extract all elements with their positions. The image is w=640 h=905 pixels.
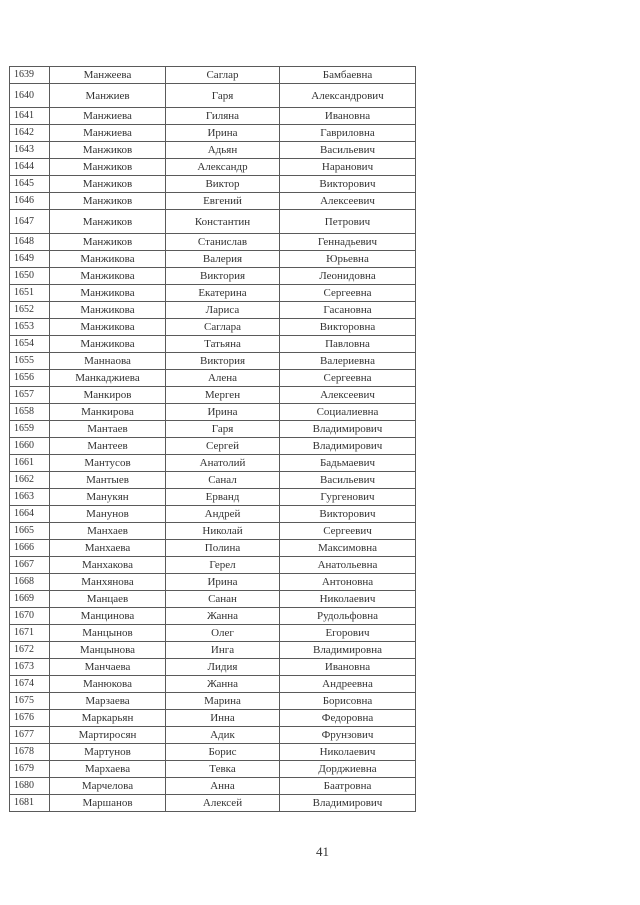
row-number-cell: 1646 xyxy=(10,193,50,210)
first-name-cell: Виктория xyxy=(166,268,280,285)
first-name-cell: Гаря xyxy=(166,84,280,108)
table-row xyxy=(10,659,416,676)
patronymic-cell: Владимирович xyxy=(280,795,416,812)
last-name-cell: Манжеева xyxy=(50,67,166,84)
patronymic-cell: Васильевич xyxy=(280,472,416,489)
row-number-cell: 1665 xyxy=(10,523,50,540)
patronymic-cell: Сергеевна xyxy=(280,370,416,387)
first-name-cell: Виктория xyxy=(166,353,280,370)
table-row xyxy=(10,176,416,193)
row-number-cell: 1640 xyxy=(10,84,50,108)
row-number-cell: 1664 xyxy=(10,506,50,523)
first-name-cell: Анатолий xyxy=(166,455,280,472)
patronymic-cell: Алексеевич xyxy=(280,193,416,210)
patronymic-cell: Федоровна xyxy=(280,710,416,727)
table-row xyxy=(10,795,416,812)
last-name-cell: Мантеев xyxy=(50,438,166,455)
first-name-cell: Ирина xyxy=(166,404,280,421)
patronymic-cell: Викторович xyxy=(280,176,416,193)
table-row xyxy=(10,193,416,210)
last-name-cell: Манкиров xyxy=(50,387,166,404)
table-row xyxy=(10,727,416,744)
patronymic-cell: Рудольфовна xyxy=(280,608,416,625)
last-name-cell: Мартунов xyxy=(50,744,166,761)
last-name-cell: Мантусов xyxy=(50,455,166,472)
first-name-cell: Ирина xyxy=(166,574,280,591)
first-name-cell: Станислав xyxy=(166,234,280,251)
patronymic-cell: Гургенович xyxy=(280,489,416,506)
row-number-cell: 1668 xyxy=(10,574,50,591)
row-number-cell: 1681 xyxy=(10,795,50,812)
patronymic-cell: Егорович xyxy=(280,625,416,642)
patronymic-cell: Викторович xyxy=(280,506,416,523)
row-number-cell: 1659 xyxy=(10,421,50,438)
last-name-cell: Манхянова xyxy=(50,574,166,591)
patronymic-cell: Валериевна xyxy=(280,353,416,370)
first-name-cell: Саглара xyxy=(166,319,280,336)
last-name-cell: Манцаев xyxy=(50,591,166,608)
last-name-cell: Мартиросян xyxy=(50,727,166,744)
first-name-cell: Алена xyxy=(166,370,280,387)
last-name-cell: Марзаева xyxy=(50,693,166,710)
last-name-cell: Манкаджиева xyxy=(50,370,166,387)
first-name-cell: Саглар xyxy=(166,67,280,84)
table-row xyxy=(10,744,416,761)
first-name-cell: Жанна xyxy=(166,676,280,693)
first-name-cell: Жанна xyxy=(166,608,280,625)
row-number-cell: 1673 xyxy=(10,659,50,676)
table-row xyxy=(10,404,416,421)
first-name-cell: Ирина xyxy=(166,125,280,142)
first-name-cell: Алексей xyxy=(166,795,280,812)
first-name-cell: Инна xyxy=(166,710,280,727)
row-number-cell: 1652 xyxy=(10,302,50,319)
row-number-cell: 1669 xyxy=(10,591,50,608)
patronymic-cell: Николаевич xyxy=(280,744,416,761)
roster-table xyxy=(9,66,416,812)
last-name-cell: Манжикова xyxy=(50,251,166,268)
first-name-cell: Сергей xyxy=(166,438,280,455)
first-name-cell: Татьяна xyxy=(166,336,280,353)
row-number-cell: 1671 xyxy=(10,625,50,642)
patronymic-cell: Юрьевна xyxy=(280,251,416,268)
table-row xyxy=(10,319,416,336)
patronymic-cell: Владимирович xyxy=(280,438,416,455)
last-name-cell: Манжикова xyxy=(50,336,166,353)
patronymic-cell: Дорджиевна xyxy=(280,761,416,778)
last-name-cell: Манхаев xyxy=(50,523,166,540)
table-row xyxy=(10,574,416,591)
first-name-cell: Лидия xyxy=(166,659,280,676)
row-number-cell: 1645 xyxy=(10,176,50,193)
first-name-cell: Евгений xyxy=(166,193,280,210)
row-number-cell: 1643 xyxy=(10,142,50,159)
first-name-cell: Мерген xyxy=(166,387,280,404)
last-name-cell: Манжиков xyxy=(50,210,166,234)
row-number-cell: 1661 xyxy=(10,455,50,472)
row-number-cell: 1677 xyxy=(10,727,50,744)
last-name-cell: Манцынов xyxy=(50,625,166,642)
last-name-cell: Манжиков xyxy=(50,142,166,159)
patronymic-cell: Васильевич xyxy=(280,142,416,159)
row-number-cell: 1642 xyxy=(10,125,50,142)
patronymic-cell: Сергеевич xyxy=(280,523,416,540)
row-number-cell: 1650 xyxy=(10,268,50,285)
last-name-cell: Манжиева xyxy=(50,108,166,125)
table-row xyxy=(10,125,416,142)
table-row xyxy=(10,523,416,540)
table-row xyxy=(10,710,416,727)
first-name-cell: Константин xyxy=(166,210,280,234)
patronymic-cell: Бадьмаевич xyxy=(280,455,416,472)
last-name-cell: Манжикова xyxy=(50,302,166,319)
patronymic-cell: Николаевич xyxy=(280,591,416,608)
patronymic-cell: Леонидовна xyxy=(280,268,416,285)
patronymic-cell: Ивановна xyxy=(280,659,416,676)
patronymic-cell: Социалиевна xyxy=(280,404,416,421)
table-row xyxy=(10,353,416,370)
last-name-cell: Мархаева xyxy=(50,761,166,778)
row-number-cell: 1680 xyxy=(10,778,50,795)
roster-body xyxy=(10,67,416,812)
table-row xyxy=(10,251,416,268)
patronymic-cell: Ивановна xyxy=(280,108,416,125)
row-number-cell: 1658 xyxy=(10,404,50,421)
table-row xyxy=(10,608,416,625)
patronymic-cell: Петрович xyxy=(280,210,416,234)
last-name-cell: Манжиева xyxy=(50,125,166,142)
first-name-cell: Ерванд xyxy=(166,489,280,506)
last-name-cell: Манжикова xyxy=(50,285,166,302)
last-name-cell: Манчаева xyxy=(50,659,166,676)
row-number-cell: 1648 xyxy=(10,234,50,251)
first-name-cell: Олег xyxy=(166,625,280,642)
patronymic-cell: Наранович xyxy=(280,159,416,176)
table-row xyxy=(10,693,416,710)
table-row xyxy=(10,387,416,404)
first-name-cell: Герел xyxy=(166,557,280,574)
first-name-cell: Александр xyxy=(166,159,280,176)
first-name-cell: Гиляна xyxy=(166,108,280,125)
row-number-cell: 1651 xyxy=(10,285,50,302)
table-row xyxy=(10,642,416,659)
first-name-cell: Инга xyxy=(166,642,280,659)
first-name-cell: Борис xyxy=(166,744,280,761)
row-number-cell: 1660 xyxy=(10,438,50,455)
patronymic-cell: Бамбаевна xyxy=(280,67,416,84)
row-number-cell: 1655 xyxy=(10,353,50,370)
table-row xyxy=(10,421,416,438)
table-row xyxy=(10,506,416,523)
row-number-cell: 1641 xyxy=(10,108,50,125)
table-row xyxy=(10,108,416,125)
first-name-cell: Адьян xyxy=(166,142,280,159)
row-number-cell: 1667 xyxy=(10,557,50,574)
patronymic-cell: Гасановна xyxy=(280,302,416,319)
patronymic-cell: Сергеевна xyxy=(280,285,416,302)
table-row xyxy=(10,472,416,489)
row-number-cell: 1676 xyxy=(10,710,50,727)
first-name-cell: Екатерина xyxy=(166,285,280,302)
first-name-cell: Санал xyxy=(166,472,280,489)
patronymic-cell: Геннадьевич xyxy=(280,234,416,251)
row-number-cell: 1679 xyxy=(10,761,50,778)
last-name-cell: Маршанов xyxy=(50,795,166,812)
first-name-cell: Тевка xyxy=(166,761,280,778)
row-number-cell: 1674 xyxy=(10,676,50,693)
last-name-cell: Манукян xyxy=(50,489,166,506)
row-number-cell: 1644 xyxy=(10,159,50,176)
last-name-cell: Мантыев xyxy=(50,472,166,489)
last-name-cell: Манжикова xyxy=(50,268,166,285)
patronymic-cell: Алексеевич xyxy=(280,387,416,404)
first-name-cell: Санан xyxy=(166,591,280,608)
table-row xyxy=(10,234,416,251)
first-name-cell: Анна xyxy=(166,778,280,795)
row-number-cell: 1666 xyxy=(10,540,50,557)
last-name-cell: Манунов xyxy=(50,506,166,523)
table-row xyxy=(10,268,416,285)
patronymic-cell: Борисовна xyxy=(280,693,416,710)
first-name-cell: Полина xyxy=(166,540,280,557)
last-name-cell: Маркарьян xyxy=(50,710,166,727)
table-row xyxy=(10,438,416,455)
table-row xyxy=(10,591,416,608)
first-name-cell: Валерия xyxy=(166,251,280,268)
first-name-cell: Гаря xyxy=(166,421,280,438)
last-name-cell: Маннаова xyxy=(50,353,166,370)
row-number-cell: 1678 xyxy=(10,744,50,761)
row-number-cell: 1639 xyxy=(10,67,50,84)
row-number-cell: 1663 xyxy=(10,489,50,506)
page-number: 41 xyxy=(316,844,329,859)
table-row xyxy=(10,625,416,642)
last-name-cell: Манкирова xyxy=(50,404,166,421)
patronymic-cell: Анатольевна xyxy=(280,557,416,574)
first-name-cell: Виктор xyxy=(166,176,280,193)
table-row xyxy=(10,676,416,693)
table-row xyxy=(10,778,416,795)
row-number-cell: 1647 xyxy=(10,210,50,234)
table-row xyxy=(10,336,416,353)
patronymic-cell: Максимовна xyxy=(280,540,416,557)
row-number-cell: 1675 xyxy=(10,693,50,710)
table-row xyxy=(10,540,416,557)
first-name-cell: Лариса xyxy=(166,302,280,319)
last-name-cell: Манхаева xyxy=(50,540,166,557)
last-name-cell: Манцинова xyxy=(50,608,166,625)
patronymic-cell: Фрунзович xyxy=(280,727,416,744)
table-row xyxy=(10,302,416,319)
table-row xyxy=(10,67,416,84)
first-name-cell: Андрей xyxy=(166,506,280,523)
last-name-cell: Манюкова xyxy=(50,676,166,693)
table-row xyxy=(10,557,416,574)
first-name-cell: Николай xyxy=(166,523,280,540)
first-name-cell: Адик xyxy=(166,727,280,744)
row-number-cell: 1662 xyxy=(10,472,50,489)
last-name-cell: Манжиков xyxy=(50,193,166,210)
last-name-cell: Марчелова xyxy=(50,778,166,795)
last-name-cell: Мантаев xyxy=(50,421,166,438)
row-number-cell: 1656 xyxy=(10,370,50,387)
patronymic-cell: Владимирович xyxy=(280,421,416,438)
first-name-cell: Марина xyxy=(166,693,280,710)
patronymic-cell: Баатровна xyxy=(280,778,416,795)
row-number-cell: 1654 xyxy=(10,336,50,353)
last-name-cell: Манжиев xyxy=(50,84,166,108)
table-row xyxy=(10,455,416,472)
table-row xyxy=(10,761,416,778)
last-name-cell: Манжиков xyxy=(50,176,166,193)
patronymic-cell: Павловна xyxy=(280,336,416,353)
table-row xyxy=(10,285,416,302)
table-row xyxy=(10,489,416,506)
row-number-cell: 1657 xyxy=(10,387,50,404)
patronymic-cell: Владимировна xyxy=(280,642,416,659)
last-name-cell: Манхакова xyxy=(50,557,166,574)
patronymic-cell: Гавриловна xyxy=(280,125,416,142)
patronymic-cell: Андреевна xyxy=(280,676,416,693)
table-row xyxy=(10,84,416,108)
last-name-cell: Манжиков xyxy=(50,159,166,176)
row-number-cell: 1649 xyxy=(10,251,50,268)
row-number-cell: 1672 xyxy=(10,642,50,659)
last-name-cell: Манцынова xyxy=(50,642,166,659)
last-name-cell: Манжикова xyxy=(50,319,166,336)
last-name-cell: Манжиков xyxy=(50,234,166,251)
table-row xyxy=(10,370,416,387)
patronymic-cell: Антоновна xyxy=(280,574,416,591)
row-number-cell: 1670 xyxy=(10,608,50,625)
row-number-cell: 1653 xyxy=(10,319,50,336)
table-row xyxy=(10,159,416,176)
table-row xyxy=(10,142,416,159)
table-row xyxy=(10,210,416,234)
patronymic-cell: Александрович xyxy=(280,84,416,108)
patronymic-cell: Викторовна xyxy=(280,319,416,336)
